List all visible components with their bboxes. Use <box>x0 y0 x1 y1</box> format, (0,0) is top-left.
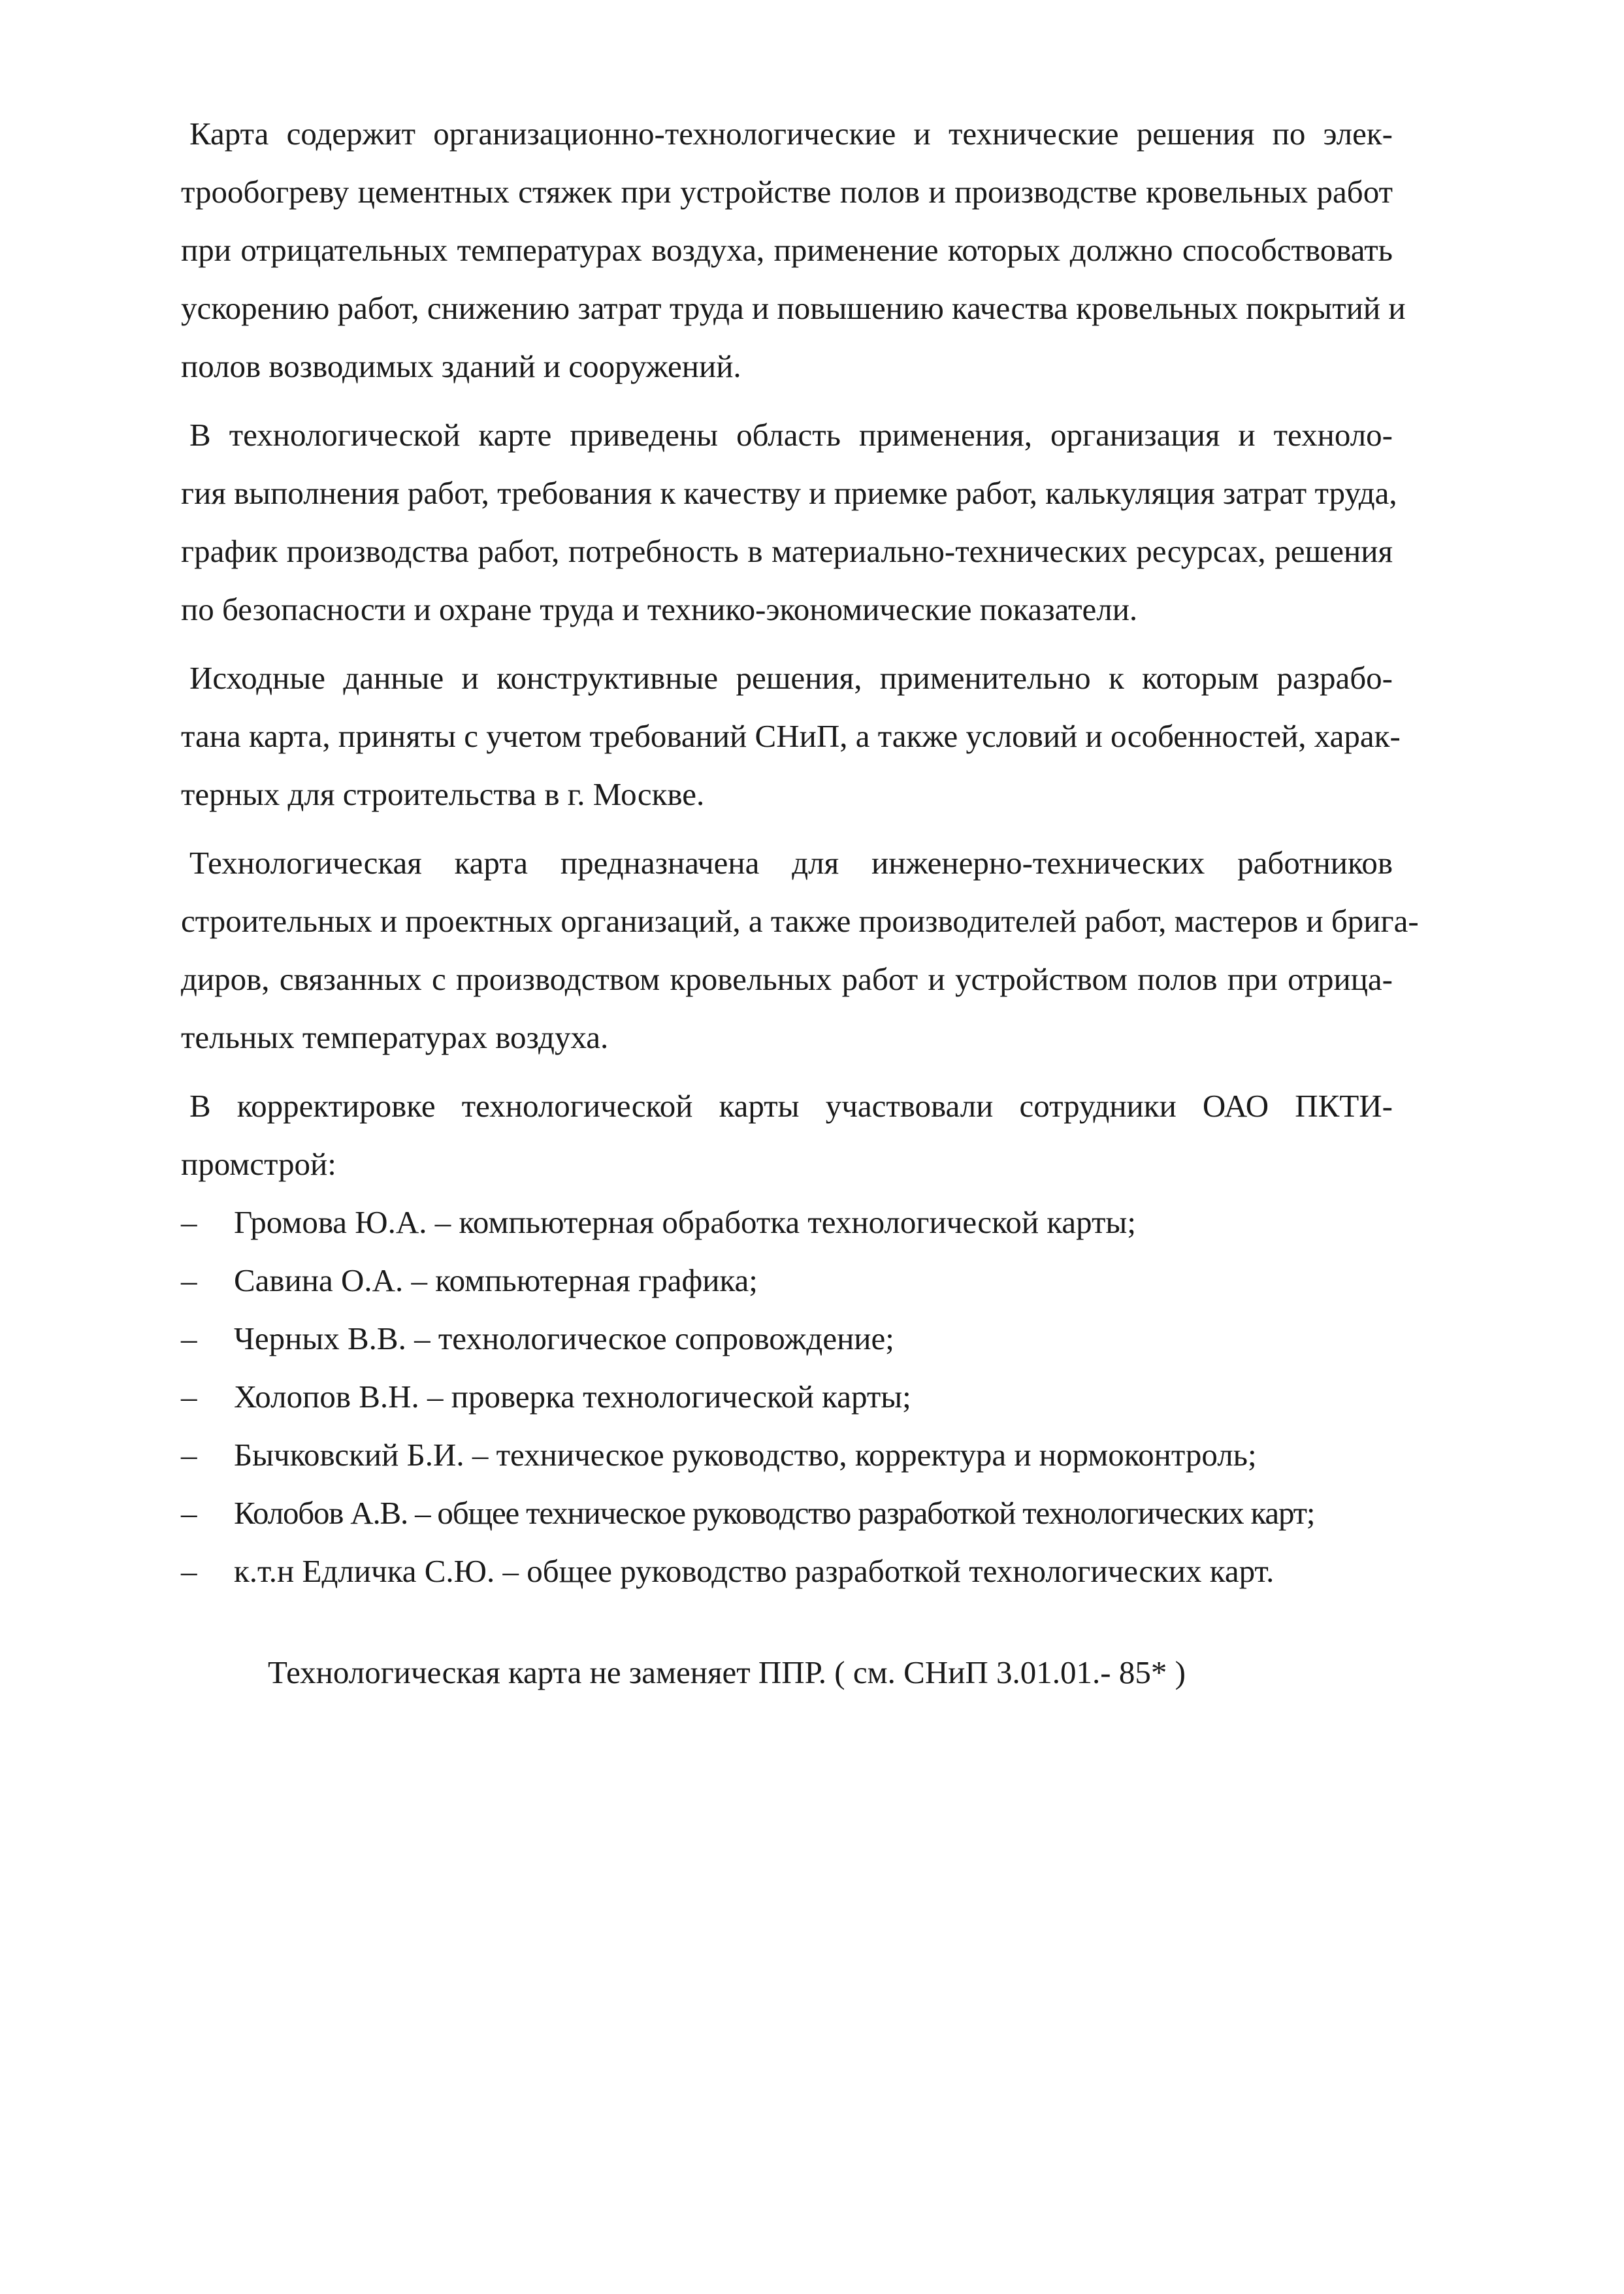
paragraph-line: промстрой: <box>181 1146 336 1182</box>
paragraph-line: гия выполнения работ, требования к качеству и приемке работ, калькуляция затрат труда, <box>181 475 1397 511</box>
list-item <box>181 1309 1393 1368</box>
list-dash: – <box>181 1379 197 1415</box>
paragraph-line: диров, связанных с производством кровельных работ и устройством полов при отрица- <box>181 961 1393 997</box>
paragraph-line: Исходные данные и конструктивные решения, применительно к которым разрабо- <box>189 660 1393 696</box>
list-dash: – <box>181 1437 197 1473</box>
paragraph-line: по безопасности и охране труда и технико-экономические показатели. <box>181 591 1138 627</box>
list-item <box>181 1193 1393 1251</box>
list-dash: – <box>181 1553 197 1589</box>
list-item-text: Черных В.В. – технологическое сопровождение; <box>234 1320 894 1356</box>
list-item-text: Савина О.А. – компьютерная графика; <box>234 1262 758 1298</box>
list-item <box>181 1426 1393 1484</box>
paragraph-line: ускорению работ, снижению затрат труда и повышению качества кровельных покрытий и <box>181 290 1406 326</box>
list-dash: – <box>181 1204 197 1240</box>
list-item <box>181 1368 1393 1426</box>
paragraph-line: В технологической карте приведены область применения, организация и техноло- <box>189 417 1393 453</box>
list-dash: – <box>181 1495 197 1531</box>
paragraph-contents <box>181 406 1397 638</box>
paragraph-line: при отрицательных температурах воздуха, применение которых должно способствовать <box>181 232 1393 268</box>
paragraph-line: строительных и проектных организаций, а также производителей работ, мастеров и брига- <box>181 903 1419 939</box>
list-dash: – <box>181 1262 197 1298</box>
list-dash: – <box>181 1320 197 1356</box>
list-item-text: Холопов В.Н. – проверка технологической карты; <box>234 1379 911 1415</box>
paragraph-line: трообогреву цементных стяжек при устройстве полов и производстве кровельных работ <box>181 174 1393 210</box>
paragraph-contributors-intro <box>181 1077 1393 1193</box>
list-item <box>181 1542 1393 1600</box>
document-body <box>181 105 1419 1600</box>
paragraph-line: В корректировке технологической карты участвовали сотрудники ОАО ПКТИ- <box>189 1088 1393 1124</box>
list-item <box>181 1484 1393 1542</box>
paragraph-source-data <box>181 649 1401 823</box>
paragraph-line: Карта содержит организационно-технологические и технические решения по элек- <box>189 116 1393 152</box>
paragraph-line: полов возводимых зданий и сооружений. <box>181 348 741 384</box>
paragraph-scope <box>181 105 1406 395</box>
paragraph-line: тана карта, приняты с учетом требований СНиП, а также условий и особенностей, харак- <box>181 718 1401 754</box>
paragraph-audience <box>181 834 1419 1066</box>
list-item <box>181 1251 1393 1309</box>
footer-note: Технологическая карта не заменяет ППР. ( см. СНиП 3.01.01.- 85* ) <box>268 1654 1186 1690</box>
contributors-list <box>181 1193 1393 1600</box>
paragraph-line: тельных температурах воздуха. <box>181 1019 609 1055</box>
list-item-text: Бычковский Б.И. – техническое руководство, корректура и нормоконтроль; <box>234 1437 1257 1473</box>
list-item-text: Громова Ю.А. – компьютерная обработка технологической карты; <box>234 1204 1136 1240</box>
paragraph-line: график производства работ, потребность в материально-технических ресурсах, решения <box>181 533 1393 569</box>
paragraph-line: Технологическая карта предназначена для инженерно-технических работников <box>189 845 1393 881</box>
list-item-text: к.т.н Едличка С.Ю. – общее руководство разработкой технологических карт. <box>234 1553 1275 1589</box>
paragraph-line: терных для строительства в г. Москве. <box>181 776 705 812</box>
list-item-text: Колобов А.В. – общее техническое руководство разработкой технологических карт; <box>234 1495 1315 1531</box>
